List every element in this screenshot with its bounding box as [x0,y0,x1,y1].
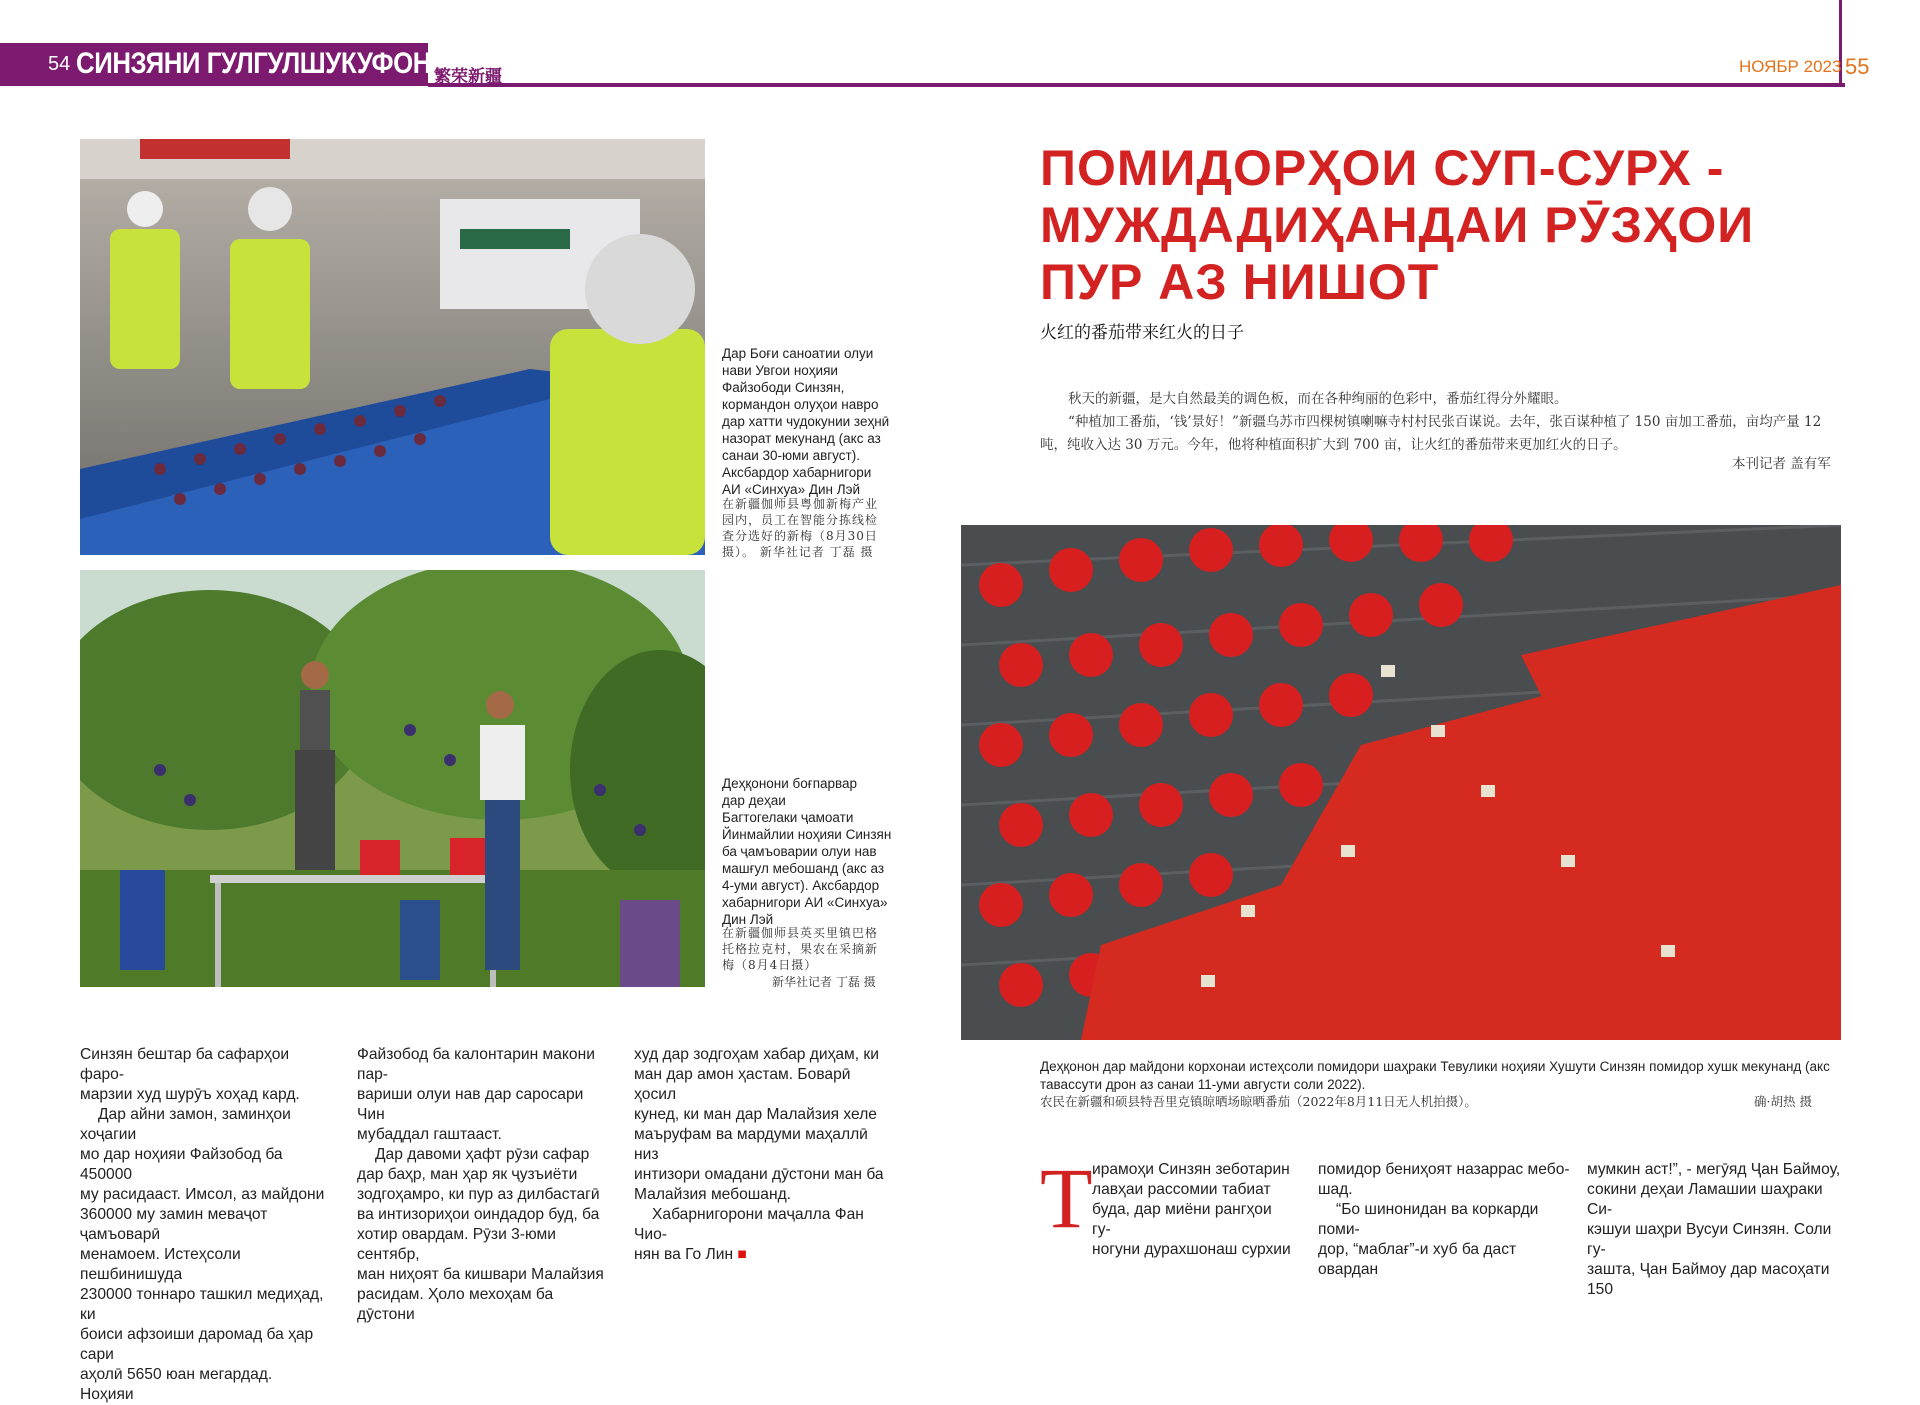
text-line: расидам. Ҳоло мехоҳам ба дӯстони [357,1286,554,1323]
caption-line: тавассути дрон аз санаи 11-уми августи соли 2022). [1040,1077,1366,1092]
article-byline-cn: 本刊记者 盖有军 [1732,456,1831,472]
text-line: интизори омадани дӯстони ман ба [634,1166,884,1183]
text-line: мумкин аст!”, - мегӯяд Ҷан Баймоу, [1587,1161,1841,1178]
text-line: Дар давоми ҳафт рӯзи сафар [375,1146,590,1163]
text-line: кэшуи шаҳри Вусуи Синзян. Соли гу- [1587,1221,1832,1258]
caption-line: Дин Лэй [722,912,774,927]
text-line: зодгоҳамро, ки пур аз дилбастагӣ [357,1186,600,1203]
photo2-credit-cn: 新华社记者 丁磊 摄 [772,975,876,989]
caption-line: 4-уми август). Аксбардор [722,878,880,893]
text-line: Малайзия мебошанд. [634,1186,792,1203]
photo2-caption-cn [722,925,892,973]
header-rule [428,83,1845,87]
text-line: кунед, ки ман дар Малайзия хеле [634,1106,877,1123]
intro-paragraph: “种植加工番茄，‘钱’景好！”新疆乌苏市四棵树镇喇嘛寺村村民张百谋说。去年，张百谋种植了 150 亩加工番茄，亩均产量 12 吨，纯收入达 30 万元。今年，他将种植面积扩大到 700 亩，让火红的番茄带来更加红火的日子。 [1040,414,1822,453]
photo2-caption [722,775,892,928]
caption-line: кормандон олуҳои навро [722,397,879,412]
plum-sorting-factory-photo [80,139,705,555]
text-line: Файзобод ба калонтарин макони пар- [357,1046,595,1083]
text-line: 230000 тоннаро ташкил медиҳад, ки [80,1286,324,1323]
text-line: мо дар ноҳияи Файзобод ба 450000 [80,1146,283,1183]
caption-cn-line: 托格拉克村，果农在采摘新 [722,942,879,956]
caption-line: Файзободи Синзян, [722,380,845,395]
text-line: му расидааст. Имсол, аз майдони [80,1186,325,1203]
page-number-right: 55 [1845,54,1870,79]
caption-line: санаи 30-юми август). [722,448,860,463]
title-line: ПОМИДОРҲОИ СУП-СУРХ - [1040,140,1725,196]
text-line: ногуни дурахшонаш сурхии [1092,1241,1291,1258]
text-line: 360000 му замин меваҷот ҷамъоварӣ [80,1206,268,1243]
text-line: “Бо шинонидан ва коркарди поми- [1318,1201,1539,1238]
text-line: ва интизориҳои оиндадор буд, ба [357,1206,600,1223]
aerial-photo-caption-cn: 农民在新疆和硕县特吾里克镇晾晒场晾晒番茄（2022年8月11日无人机拍摄）。 [1040,1094,1477,1109]
body-column-1 [80,1045,330,1405]
text-line: ман дар амон ҳастам. Боварӣ ҳосил [634,1066,851,1103]
tomato-drying-aerial-photo [961,525,1841,1040]
article-subtitle-cn: 火红的番茄带来红火的日子 [1040,323,1244,343]
section-title: СИНЗЯНИ ГУЛГУЛШУКУФОН [76,47,431,80]
text-line: аҳолӣ 5650 юан мегардад. Ноҳияи [80,1366,273,1403]
caption-cn-line: 在新疆伽师县英买里镇巴格 [722,926,879,940]
text-line: Хабарнигорони маҷалла Фан Чио- [634,1206,864,1243]
text-line: дор, “маблағ”-и хуб ба даст овардан [1318,1241,1517,1278]
title-line: ПУР АЗ НИШОТ [1040,254,1440,310]
section-title-cn: 繁荣新疆 [434,67,502,87]
text-line: боиси афзоиши даромад ба ҳар сари [80,1326,314,1363]
caption-line: машғул мебошанд (акс аз [722,861,885,876]
caption-line: Деҳқонон дар майдони корхонаи истеҳсоли помидори шаҳраки Тевулики ноҳияи Хушути Синзян помидор хушк мекунанд (акс [1040,1059,1830,1074]
text-line: дар баҳр, ман ҳар як ҷузъиёти [357,1166,578,1183]
caption-line: Йинмайлии ноҳияи Синзян [722,827,892,842]
article-column-2 [1318,1160,1573,1280]
caption-cn-line: 摄）。 新华社记者 丁磊 摄 [722,545,874,559]
text-line: помидор бениҳоят назаррас мебо- [1318,1161,1570,1178]
text-line: ман ниҳоят ба кишвари Малайзия [357,1266,604,1283]
text-line: марзии худ шурӯъ хоҳад кард. [80,1086,300,1103]
text-line: буда, дар миёни рангҳои гу- [1092,1201,1272,1238]
text-line: ирамоҳи Синзян зеботарин [1092,1161,1290,1178]
caption-line: нави Увгои ноҳияи [722,363,838,378]
photo1-caption-cn [722,496,892,560]
article-title [1040,140,1840,311]
text-line-content: нян ва Го Лин [634,1246,734,1263]
text-line: зашта, Ҷан Баймоу дар масоҳати 150 [1587,1261,1830,1298]
aerial-photo-credit-cn: 确·胡热 摄 [1754,1094,1812,1109]
caption-line: Деҳқонони боғпарвар [722,776,858,791]
text-line: Дар айни замон, заминҳои хоҷагии [80,1106,291,1143]
text-line: менамоем. Истеҳсоли пешбинишуда [80,1246,241,1283]
page-number-left: 54 [48,53,71,75]
aerial-photo-caption [1040,1058,1840,1094]
caption-line: дар деҳаи [722,793,786,808]
body-column-3 [634,1045,884,1265]
caption-line: Дар Боғи саноатии олуи [722,346,874,361]
caption-line: хабарнигори АИ «Синхуа» [722,895,888,910]
text-line: худ дар зодгоҳам хабар диҳам, ки [634,1046,879,1063]
text-line: мубаддал гаштааст. [357,1126,502,1143]
text-line: Синзян бештар ба сафарҳои фаро- [80,1046,290,1083]
end-mark: ■ [737,1246,747,1263]
text-line: лавҳаи рассомии табиат [1092,1181,1271,1198]
caption-line: Багтогелаки ҷамоати [722,810,854,825]
caption-line: ба ҷамъоварии олуи нав [722,844,877,859]
issue-label: НОЯБР 2023 [1739,57,1842,76]
caption-line: назорат мекунанд (акс аз [722,431,881,446]
caption-line: дар хатти чудокунии зеҳнӣ [722,414,890,429]
caption-cn-line: 查分选好的新梅（8月30日 [722,529,878,543]
caption-cn-line: 梅（8月4日摄） [722,958,818,972]
drop-cap: Т [1040,1150,1093,1246]
text-line: маъруфам ва мардуми маҳаллӣ низ [634,1126,868,1163]
text-line: шад. [1318,1181,1353,1198]
article-intro-cn [1040,388,1840,457]
intro-paragraph: 秋天的新疆，是大自然最美的调色板，而在各种绚丽的色彩中，番茄红得分外耀眼。 [1068,391,1568,407]
caption-line: АИ «Синхуа» Дин Лэй [722,482,861,497]
caption-line: Аксбардор хабарнигори [722,465,872,480]
article-column-3 [1587,1160,1845,1300]
article-column-1 [1092,1160,1292,1260]
text-line [634,1245,884,1265]
caption-cn-line: 园内，员工在智能分拣线检 [722,513,879,527]
title-line: МУЖДАДИҲАНДАИ РӮЗҲОИ [1040,197,1755,253]
orchard-harvest-photo [80,570,705,987]
caption-cn-line: 在新疆伽师县粤伽新梅产业 [722,497,879,511]
body-column-2 [357,1045,607,1325]
photo1-caption [722,345,892,498]
text-line: сокини деҳаи Ламашии шаҳраки Си- [1587,1181,1823,1218]
text-line: вариши олуи нав дар саросари Чин [357,1086,584,1123]
text-line: хотир овардам. Рӯзи 3-юми сентябр, [357,1226,556,1263]
